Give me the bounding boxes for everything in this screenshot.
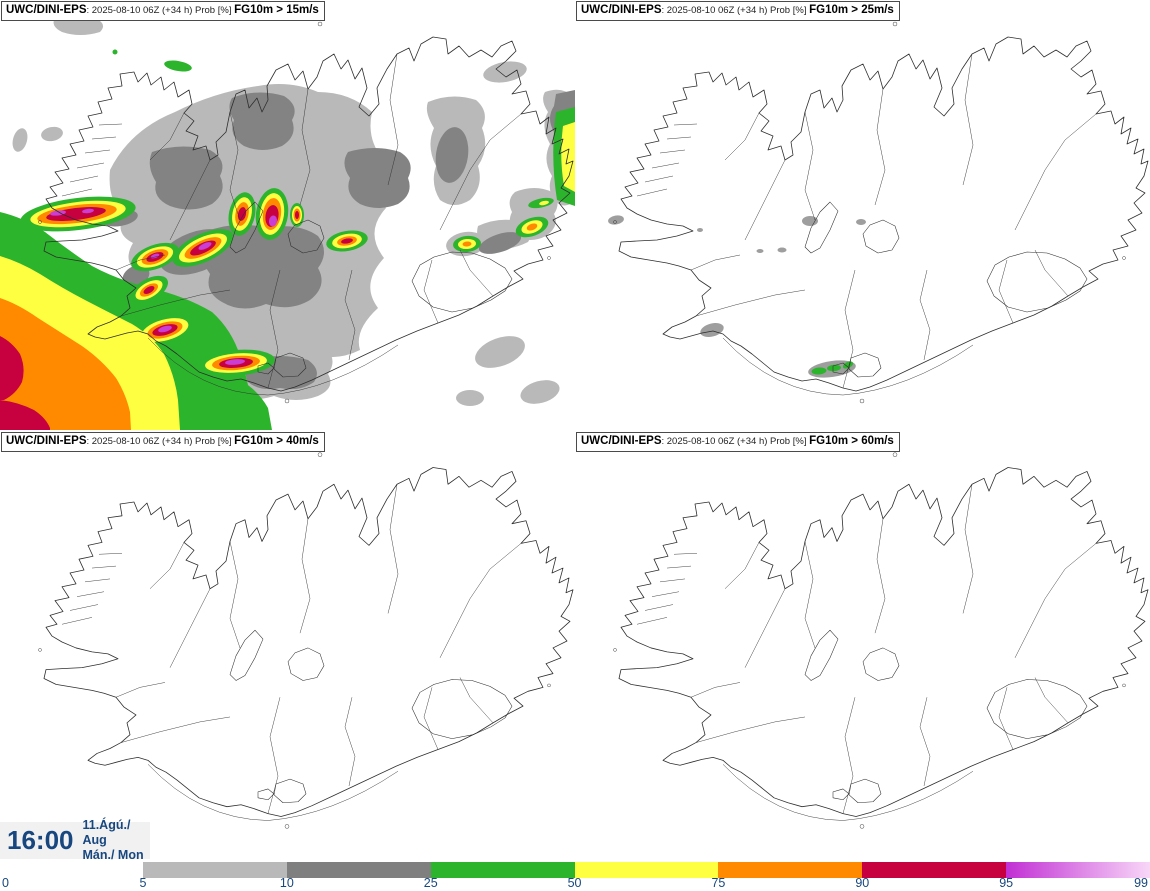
map-prob-15 (0, 0, 575, 430)
legend-tick: 10 (279, 876, 294, 890)
threshold-label: FG10m > 60m/s (809, 435, 894, 447)
legend-tick: 5 (139, 876, 147, 890)
model-label: UWC/DINI-EPS (581, 435, 662, 447)
valid-date-block (83, 818, 151, 863)
run-details: : 2025-08-10 06Z (+34 h) Prob [%] (661, 436, 810, 447)
threshold-label: FG10m > 25m/s (809, 4, 894, 16)
map-prob-60 (575, 431, 1150, 855)
run-details: : 2025-08-10 06Z (+34 h) Prob [%] (86, 5, 235, 16)
threshold-label: FG10m > 40m/s (234, 435, 319, 447)
model-label: UWC/DINI-EPS (6, 4, 87, 16)
map-prob-25 (575, 0, 1150, 430)
legend-tick: 99 (1134, 876, 1148, 890)
legend-tick: 25 (423, 876, 438, 890)
run-details: : 2025-08-10 06Z (+34 h) Prob [%] (86, 436, 235, 447)
valid-time: 16:00 (7, 825, 74, 855)
panel-prob-fg10m-gt-40 (0, 431, 575, 855)
threshold-label: FG10m > 15m/s (234, 4, 319, 16)
probability-field-overlay (607, 214, 866, 380)
run-details: : 2025-08-10 06Z (+34 h) Prob [%] (661, 5, 810, 16)
legend-ticks (0, 876, 1150, 891)
map-prob-40 (0, 431, 575, 855)
legend-tick: 75 (711, 876, 726, 890)
panel-title-25 (576, 1, 900, 21)
panel-prob-fg10m-gt-60 (575, 431, 1150, 855)
model-label: UWC/DINI-EPS (581, 4, 662, 16)
legend-tick: 95 (999, 876, 1014, 890)
legend-tick: 50 (567, 876, 582, 890)
panel-title-60 (576, 432, 900, 452)
legend-tick: 90 (855, 876, 870, 890)
valid-time-badge (0, 818, 150, 862)
panel-title-40 (1, 432, 325, 452)
legend-tick: 0 (2, 876, 9, 890)
panel-prob-fg10m-gt-15 (0, 0, 575, 430)
panel-prob-fg10m-gt-25 (575, 0, 1150, 430)
panel-title-15 (1, 1, 325, 21)
valid-date: 11.Ágú./ Aug (82, 818, 131, 847)
model-label: UWC/DINI-EPS (6, 435, 87, 447)
valid-day: Mán./ Mon (82, 848, 144, 862)
